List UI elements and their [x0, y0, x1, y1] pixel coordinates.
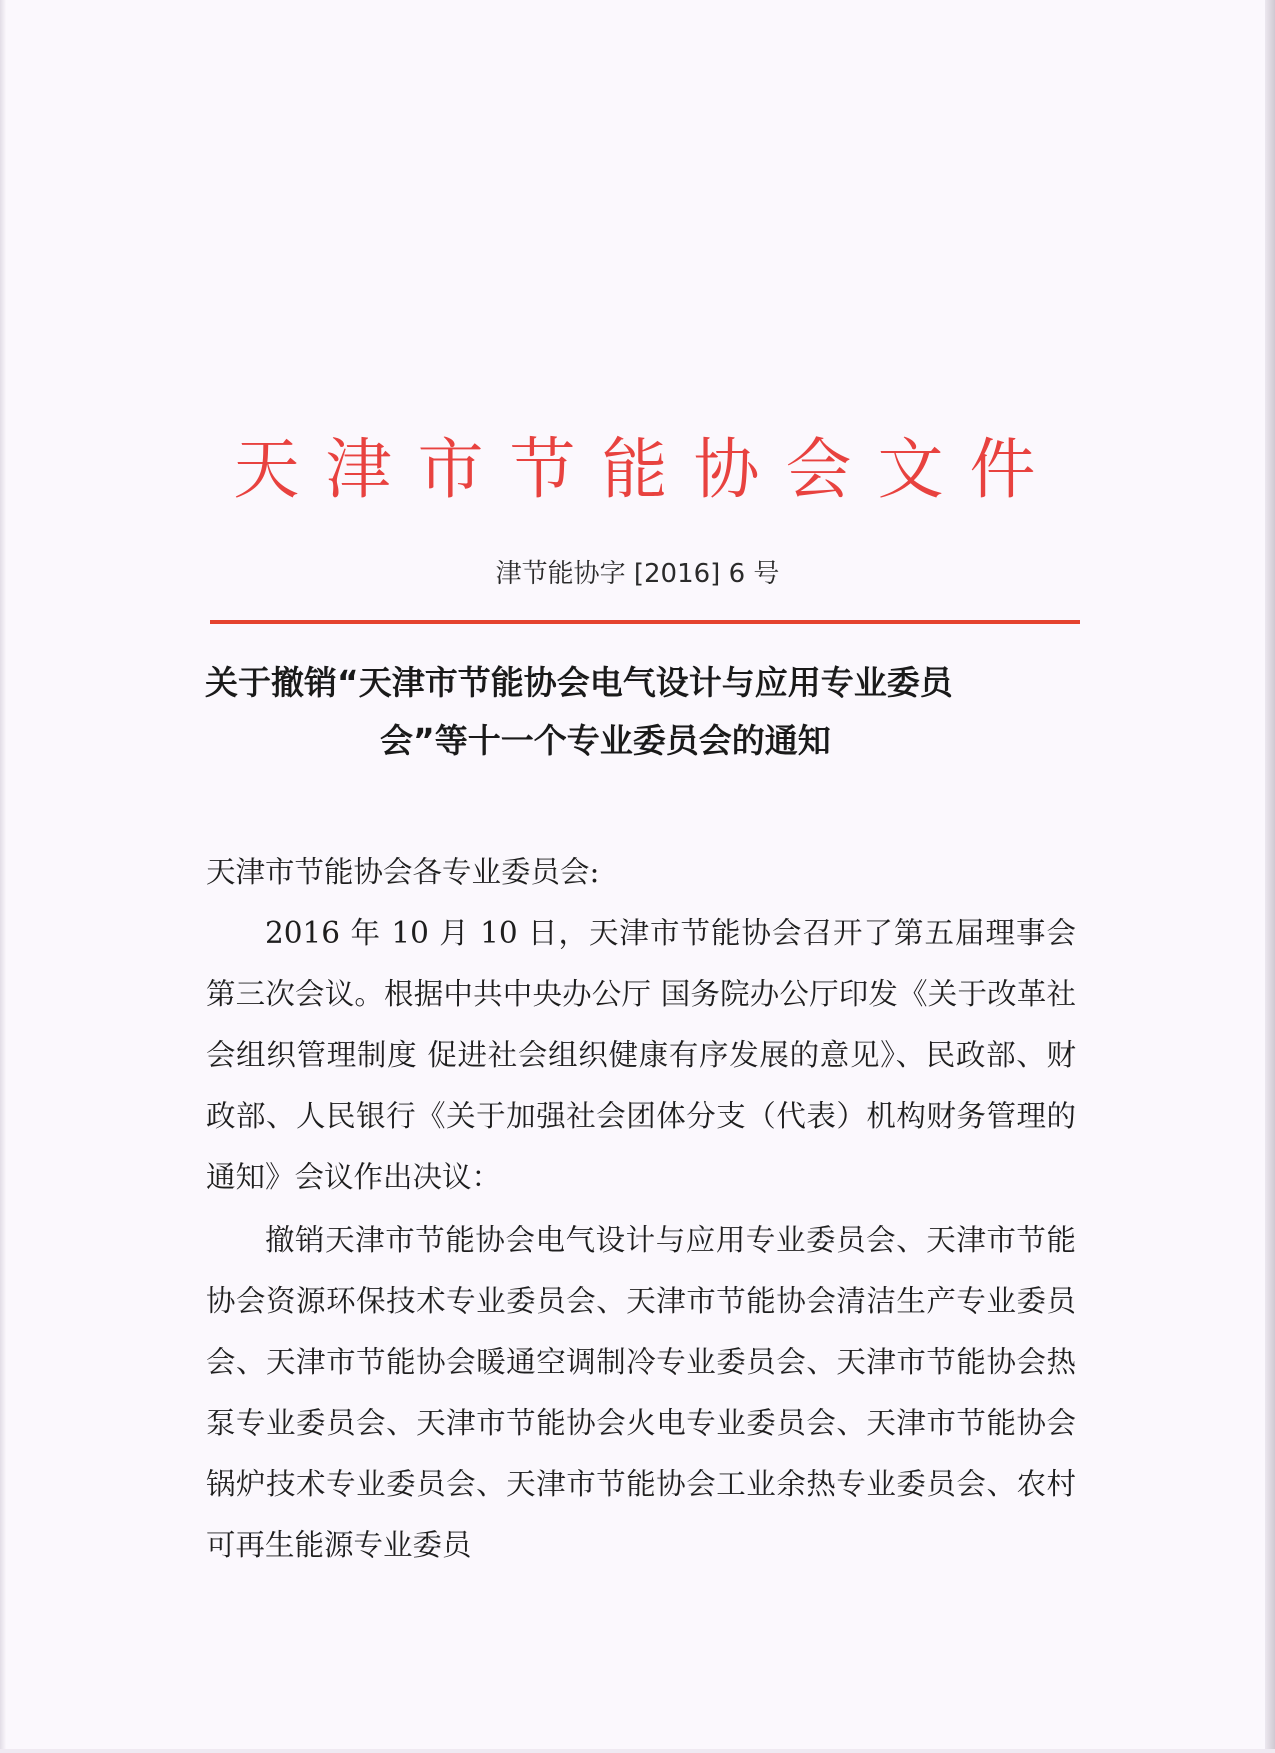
- notice-title: [205, 654, 1085, 770]
- document-number: 津节能协字 [2016] 6 号: [495, 559, 780, 589]
- notice-title-line1: 关于撤销“天津市节能协会电气设计与应用专业委员: [205, 663, 953, 702]
- scan-right-edge: [1265, 0, 1275, 1753]
- body-paragraph-2: 撤销天津市节能协会电气设计与应用专业委员会、天津市节能协会资源环保技术专业委员会、天津市节能协会清洁生产专业委员会、天津市节能协会暖通空调制冷专业委员会、天津市节能协会热泵专业委员会、天津市节能协会火电专业委员会、天津市节能协会锅炉技术专业委员会、天津市节能协会工业余热专业委员会、农村可再生能源专业委员: [206, 1223, 1076, 1562]
- notice-body: [206, 842, 1076, 1576]
- salutation: 天津市节能协会各专业委员会:: [206, 855, 600, 889]
- notice-title-line2: 会”等十一个专业委员会的通知: [380, 721, 831, 760]
- scan-left-edge: [0, 0, 6, 1753]
- scan-bottom-edge: [0, 1749, 1275, 1753]
- body-paragraph-1: 2016 年 10 月 10 日，天津市节能协会召开了第五届理事会第三次会议。根据中共中央办公厅 国务院办公厅印发《关于改革社会组织管理制度 促进社会组织健康有序发展的意见》、民政部、财政部、人民银行《关于加强社会团体分支（代表）机构财务管理的通知》会议作出决议：: [206, 916, 1076, 1194]
- red-divider-line: [210, 620, 1080, 624]
- document-header-title: 天津市节能协会文件: [233, 431, 1062, 508]
